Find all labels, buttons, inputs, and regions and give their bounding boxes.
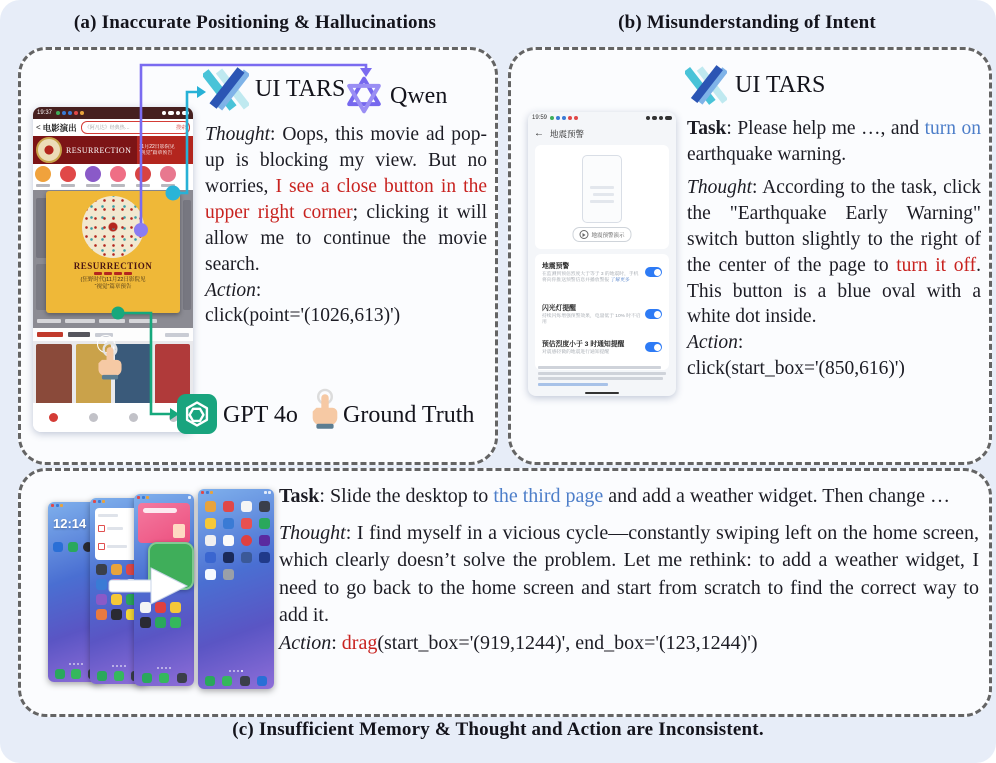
back-icon[interactable]: <	[36, 123, 41, 132]
phone-app-icon[interactable]	[205, 676, 215, 686]
dock	[198, 676, 274, 686]
ui-tars-logo-icon	[685, 64, 727, 106]
dimmed-thumbnail	[183, 200, 191, 310]
notification-icon	[568, 116, 572, 120]
ground-truth-tap-icon	[95, 341, 125, 381]
app-icon[interactable]	[155, 617, 166, 628]
app-icon[interactable]	[205, 518, 216, 529]
category-item[interactable]	[60, 166, 76, 187]
phone-a-time: 19:37	[37, 110, 53, 116]
homescreen-collage	[48, 486, 274, 696]
panel-c	[18, 468, 992, 717]
flash-alert-toggle[interactable]	[645, 309, 662, 319]
app-grid	[205, 501, 270, 580]
app-icon[interactable]	[223, 501, 234, 512]
action-code: (start_box='(919,1244)', end_box='(123,1244)')	[377, 631, 758, 654]
app-icon[interactable]	[259, 535, 270, 546]
messages-app-icon[interactable]	[222, 676, 232, 686]
search-button[interactable]: 搜索	[175, 125, 186, 131]
gpt-logo-icon	[177, 394, 217, 434]
app-icon[interactable]	[68, 542, 78, 552]
qwen-logo-icon	[343, 74, 385, 116]
app-icon[interactable]	[257, 676, 267, 686]
notification-icon	[562, 116, 566, 120]
popup-artwork	[82, 196, 144, 258]
messages-app-icon[interactable]	[71, 669, 81, 679]
category-item[interactable]	[160, 166, 176, 187]
ui-tars-label: UI TARS	[255, 76, 346, 102]
thought-label: Thought	[205, 124, 271, 145]
setting-row-low-intensity: 预估烈度小于 3 时通知提醒 对震感轻微的地震进行通知提醒	[542, 338, 662, 356]
action-label: Action	[687, 332, 738, 354]
promo-banner-widget[interactable]	[138, 503, 190, 543]
setting-title: 预估烈度小于 3 时通知提醒	[542, 341, 625, 348]
notification-icon	[80, 111, 84, 115]
app-icon[interactable]	[259, 552, 270, 563]
demo-card	[535, 145, 669, 249]
ui-tars-logo-icon	[203, 66, 249, 112]
play-icon	[579, 230, 588, 239]
notification-icon	[62, 111, 66, 115]
category-item[interactable]	[85, 166, 101, 187]
footnote-text	[538, 366, 666, 388]
app-icon[interactable]	[205, 552, 216, 563]
action-code: click(start_box='(850,616)')	[687, 358, 905, 380]
demo-button-label: 地震预警演示	[591, 232, 625, 239]
notification-icon	[56, 111, 60, 115]
dock	[134, 673, 194, 683]
paypal-app-icon[interactable]	[205, 569, 216, 580]
phone-illustration	[582, 155, 622, 223]
app-icon[interactable]	[53, 542, 63, 552]
category-icon-row	[33, 164, 193, 192]
app-icon[interactable]	[223, 552, 234, 563]
tab-home[interactable]	[49, 413, 58, 422]
clock-widget: 12:14	[53, 516, 87, 531]
panel-b-title: (b) Misunderstanding of Intent	[618, 12, 876, 33]
banner-right-text: 11月22日影院见 “视觉”篇章预告	[137, 136, 193, 164]
search-placeholder: 《阿凡达》经典热…	[84, 125, 130, 131]
app-icon[interactable]	[223, 569, 234, 580]
agent-a-thought-text: Thought: Oops, this movie ad pop-up is blocking my view. But no worries, I see a close button in the upper right corner; clicking it will allow me to continue the movie search. Action: click(point='(1026,613)')	[205, 124, 487, 327]
earthquake-settings-screenshot	[528, 112, 676, 396]
movie-ad-popup	[46, 191, 180, 313]
popup-title: RESURRECTION	[73, 261, 153, 271]
hallucination-text: I see a close button in the upper right corner	[205, 175, 487, 223]
ui-tars-label: UI TARS	[735, 72, 826, 98]
facebook-app-icon[interactable]	[241, 552, 252, 563]
setting-row-earthquake-warning: 地震预警 在监测到预估烈度大于等于 3 的地震时，手机将向你推送预警信息并播放警报 了解更多	[542, 260, 662, 285]
thought-label: Thought	[687, 176, 753, 198]
tab-item[interactable]	[129, 413, 138, 422]
notification-icon	[574, 116, 578, 120]
phone-a-page-title: 电影演出	[42, 122, 77, 133]
panel-a	[18, 47, 498, 465]
setting-title: 地震预警	[542, 263, 570, 270]
agent-b-text: Task: Please help me …, and turn on earthquake warning. Thought: According to the task, click the "Earthquake Early Warning" switch button slightly to the right of the center of the page to turn it off. This button is a blue oval with a white dot inside. Action: click(start_box='(850,616)')	[687, 118, 982, 380]
phone-b-status-bar	[528, 112, 676, 124]
learn-more-link[interactable]: 了解更多	[610, 278, 630, 284]
panel-a-title: (a) Inaccurate Positioning & Hallucinations	[73, 12, 437, 33]
panel-b	[508, 47, 992, 465]
app-icon[interactable]	[223, 535, 234, 546]
phone-app-icon[interactable]	[142, 673, 152, 683]
swipe-right-arrow-icon	[103, 558, 193, 614]
phone-a-status-bar	[33, 107, 193, 119]
poster[interactable]	[36, 344, 72, 406]
phone-app-icon[interactable]	[97, 671, 107, 681]
ground-truth-label: Ground Truth	[343, 402, 475, 428]
task-label: Task	[687, 118, 727, 139]
app-icon[interactable]	[241, 501, 252, 512]
phone-b-page-title: 地震预警	[550, 128, 585, 139]
category-item[interactable]	[35, 166, 51, 187]
demo-button[interactable]	[572, 227, 631, 242]
tab-item[interactable]	[89, 413, 98, 422]
popup-line1: (狂野时代)11月22日影院见	[80, 277, 146, 283]
category-item[interactable]	[135, 166, 151, 187]
app-icon[interactable]	[170, 617, 181, 628]
panel-c-caption: (c) Insufficient Memory & Thought and Action are Inconsistent.	[232, 719, 764, 740]
task-label: Task	[279, 485, 320, 507]
phone-app-icon[interactable]	[55, 669, 65, 679]
setting-row-flash-alert: 闪光灯提醒 持续闪烁增强预警效果，电量低于 10% 时不启用	[542, 302, 662, 327]
movie-banner[interactable]	[33, 136, 193, 164]
notification-icon	[550, 116, 554, 120]
icon-row	[53, 542, 93, 552]
camera-app-icon[interactable]	[240, 676, 250, 686]
app-icon[interactable]	[205, 535, 216, 546]
movie-app-screenshot	[33, 107, 193, 432]
app-icon[interactable]	[223, 518, 234, 529]
low-intensity-toggle[interactable]	[645, 342, 662, 352]
banner-title: RESURRECTION	[66, 145, 132, 155]
home-indicator	[585, 392, 619, 395]
app-icon[interactable]	[259, 518, 270, 529]
ground-truth-hand-icon	[309, 388, 341, 430]
app-icon[interactable]	[205, 501, 216, 512]
notification-icon	[556, 116, 560, 120]
status-icons	[646, 116, 672, 120]
phone-b-time: 19:59	[532, 115, 548, 121]
notification-icon	[74, 111, 78, 115]
status-icons	[162, 111, 189, 115]
messages-app-icon[interactable]	[114, 671, 124, 681]
messages-app-icon[interactable]	[159, 673, 169, 683]
popup-line2: “视觉”篇章预告	[94, 284, 132, 291]
action-label: Action	[205, 279, 256, 301]
category-item[interactable]	[110, 166, 126, 187]
dimmed-caption-row	[33, 315, 193, 326]
app-icon[interactable]	[259, 501, 270, 512]
app-icon[interactable]	[241, 535, 252, 546]
agent-c-text: Task: Slide the desktop to the third page and add a weather widget. Then change … Thought: I find myself in a vicious cycle—constantly swiping left on the home screen, which clearly doesn’t solve the problem. Let me rethink: to add a weather widget, I need to go back to the home screen and start from scratch to find the correct way to add it. Action: drag(start_box='(919,1244)', end_box='(123,1244)')	[279, 485, 980, 654]
app-icon[interactable]	[241, 518, 252, 529]
misunderstanding-text: turn it off	[896, 254, 977, 276]
banner-medallion-icon	[36, 137, 62, 163]
thought-label: Thought	[279, 521, 346, 544]
action-label: Action	[279, 631, 332, 654]
phone-b-header	[528, 125, 676, 142]
phone-a-header	[33, 119, 193, 136]
settings-card	[535, 254, 669, 370]
task-intent-text: the third page	[493, 485, 604, 507]
search-input[interactable]	[81, 121, 190, 134]
qwen-label: Qwen	[390, 83, 448, 109]
earthquake-warning-toggle[interactable]	[645, 267, 662, 277]
popup-subtitle-marks	[94, 272, 132, 275]
inconsistent-action-text: drag	[341, 631, 378, 654]
homescreen-page-4	[198, 489, 274, 689]
app-icon[interactable]	[177, 673, 187, 683]
task-intent-text: turn on	[924, 118, 981, 139]
action-code: click(point='(1026,613)')	[205, 305, 401, 327]
gpt-label: GPT 4o	[223, 402, 298, 428]
popup-close-button[interactable]: ×	[97, 335, 115, 353]
phone-a-tab-bar	[33, 403, 193, 432]
app-icon[interactable]	[140, 617, 151, 628]
setting-title: 闪光灯提醒	[542, 305, 576, 312]
back-arrow-icon[interactable]: ←	[534, 128, 544, 139]
notification-icon	[68, 111, 72, 115]
